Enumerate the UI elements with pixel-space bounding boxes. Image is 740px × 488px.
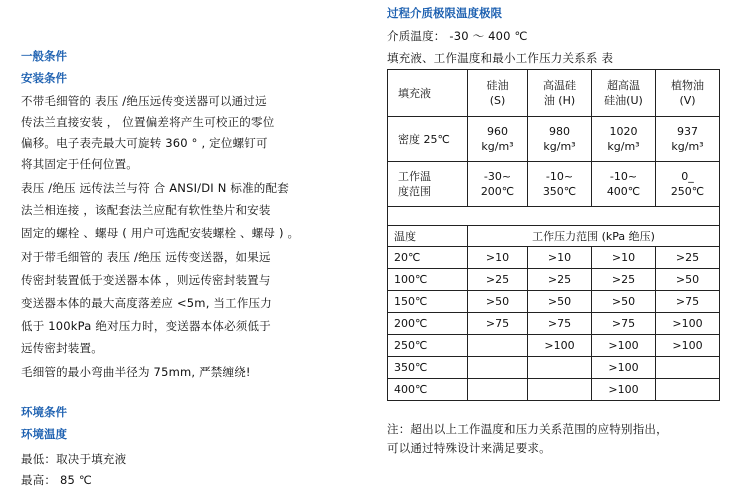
pressure-row	[388, 357, 720, 379]
table-caption: 填充液、工作温度和最小工作压力关系系 表	[387, 51, 614, 65]
density-row-label: 密度 25℃	[388, 117, 468, 162]
install-line: 变送器本体的最大高度落差应 <5m, 当工作压力	[21, 296, 272, 310]
temp-range-row-cell: -10~ 400℃	[592, 162, 656, 207]
pressure-row	[388, 335, 720, 357]
density-row-cell: 937 kg/m³	[656, 117, 720, 162]
pressure-row-cell: >50	[592, 291, 656, 313]
pressure-row-cell: >50	[528, 291, 592, 313]
install-line: 表压 /绝压 远传法兰与符 合 ANSI/DI N 标准的配套	[21, 181, 289, 195]
install-line: 传法兰直接安装 ， 位置偏差将产生可校正的零位	[21, 115, 275, 129]
header-row-cell: 高温硅 油 (H)	[528, 70, 592, 117]
pressure-row-cell: >100	[592, 379, 656, 401]
pressure-row-cell	[468, 335, 528, 357]
density-row-cell: 960 kg/m³	[468, 117, 528, 162]
spacer-row	[388, 207, 720, 226]
density-row-cell: 1020 kg/m³	[592, 117, 656, 162]
pressure-row-cell: >50	[468, 291, 528, 313]
pressure-row	[388, 269, 720, 291]
pressure-row-cell: >100	[592, 335, 656, 357]
header-row-label: 填充液	[388, 70, 468, 117]
temp-range-row-label: 工作温 度范围	[388, 162, 468, 207]
pressure-row-label: 150℃	[388, 291, 468, 313]
temp-range-row-cell: -10~ 350℃	[528, 162, 592, 207]
pressure-row-cell	[528, 357, 592, 379]
install-line: 对于带毛细管的 表压 /绝压 远传变送器，如果远	[21, 250, 271, 264]
pressure-row-cell	[468, 357, 528, 379]
env-min-line: 最低：取决于填充液	[21, 452, 127, 466]
pressure-row-cell: >75	[592, 313, 656, 335]
pressure-row-cell	[656, 357, 720, 379]
pressure-row	[388, 247, 720, 269]
install-line: 不带毛细管的 表压 /绝压远传变送器可以通过远	[21, 94, 267, 108]
general-conditions-heading: 一般条件	[21, 49, 67, 63]
pressure-row-label: 100℃	[388, 269, 468, 291]
pressure-row-cell	[468, 379, 528, 401]
install-line: 毛细管的最小弯曲半径为 75mm, 严禁缠绕!	[21, 365, 251, 379]
pressure-row	[388, 291, 720, 313]
header-row-cell: 植物油 (V)	[656, 70, 720, 117]
pressure-row-cell: >100	[656, 313, 720, 335]
install-line: 偏移。电子表壳最大可旋转 360 ° , 定位螺钉可	[21, 136, 268, 150]
header-row	[388, 70, 720, 117]
header-row-cell: 硅油 (S)	[468, 70, 528, 117]
install-line: 低于 100kPa 绝对压力时，变送器本体必须低于	[21, 319, 271, 333]
pressure-row-label: 200℃	[388, 313, 468, 335]
temp-range-row-cell: -30~ 200℃	[468, 162, 528, 207]
temp-range-row	[388, 162, 720, 207]
pressure-row-cell: >25	[528, 269, 592, 291]
pressure-row	[388, 379, 720, 401]
pressure-row-cell: >10	[592, 247, 656, 269]
pressure-row-cell: >25	[468, 269, 528, 291]
pressure-row-label: 250℃	[388, 335, 468, 357]
pressure-row-cell: >100	[528, 335, 592, 357]
pressure-row-cell	[528, 379, 592, 401]
env-max-line: 最高： 85 ℃	[21, 473, 92, 487]
pressure-row-cell: >10	[468, 247, 528, 269]
pressure-row-cell: >25	[592, 269, 656, 291]
install-conditions-heading: 安装条件	[21, 71, 67, 85]
fill-fluid-table	[387, 69, 720, 401]
header-row-cell: 超高温 硅油(U)	[592, 70, 656, 117]
install-line: 法兰相连接 ，该配套法兰应配有软性垫片和安装	[21, 203, 271, 217]
pressure-row	[388, 313, 720, 335]
pressure-row-cell: >10	[528, 247, 592, 269]
pressure-row-label: 400℃	[388, 379, 468, 401]
density-row	[388, 117, 720, 162]
process-temp-limit-heading: 过程介质极限温度极限	[387, 6, 502, 20]
pressure-row-label: 350℃	[388, 357, 468, 379]
install-line: 传密封装置低于变送器本体 ，则远传密封装置与	[21, 273, 271, 287]
density-row-cell: 980 kg/m³	[528, 117, 592, 162]
pressure-range-header: 工作压力范围 (kPa 绝压)	[468, 226, 720, 247]
pressure-row-cell: >50	[656, 269, 720, 291]
env-conditions-heading: 环境条件	[21, 405, 67, 419]
install-line: 将其固定于任何位置。	[21, 157, 138, 171]
pressure-row-cell: >75	[468, 313, 528, 335]
install-line: 固定的螺栓 、螺母 ( 用户可选配安装螺栓 、螺母 ) 。	[21, 226, 300, 240]
pressure-row-label: 20℃	[388, 247, 468, 269]
pressure-row-cell: >100	[592, 357, 656, 379]
medium-temp-line: 介质温度： -30 ～ 400 ℃	[387, 29, 528, 43]
pressure-row-cell: >75	[528, 313, 592, 335]
pressure-header-row	[388, 226, 720, 247]
temp-column-header: 温度	[388, 226, 468, 247]
spacer-cell	[388, 207, 720, 226]
install-line: 远传密封装置。	[21, 341, 103, 355]
pressure-row-cell: >25	[656, 247, 720, 269]
env-temp-heading: 环境温度	[21, 427, 67, 441]
note-line-2: 可以通过特殊设计来满足要求。	[387, 441, 551, 455]
temp-range-row-cell: 0_ 250℃	[656, 162, 720, 207]
pressure-row-cell: >100	[656, 335, 720, 357]
pressure-row-cell: >75	[656, 291, 720, 313]
pressure-row-cell	[656, 379, 720, 401]
note-line-1: 注：超出以上工作温度和压力关系范围的应特别指出，	[387, 422, 668, 436]
